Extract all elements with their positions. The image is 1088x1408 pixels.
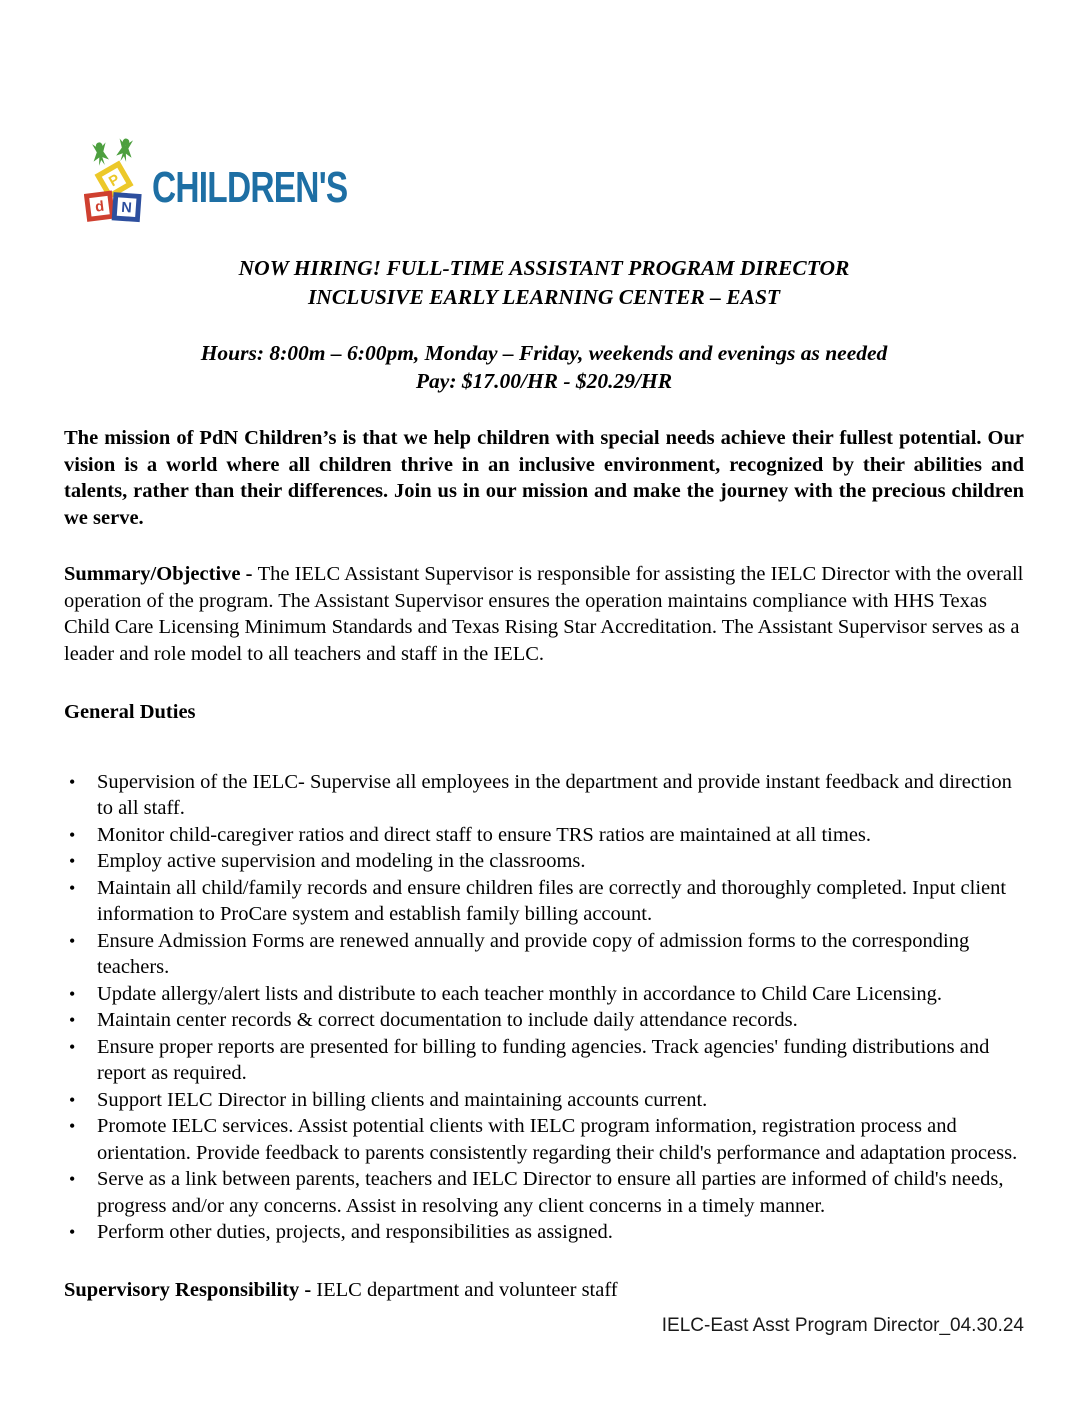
supervisory-paragraph bbox=[64, 1277, 1024, 1304]
svg-text:P: P bbox=[106, 171, 123, 191]
pdn-childrens-logo bbox=[84, 138, 409, 224]
bullet-marker: • bbox=[69, 1169, 76, 1189]
supervisory-text: IELC department and volunteer staff bbox=[316, 1278, 618, 1301]
list-item bbox=[64, 981, 1024, 1008]
list-item bbox=[64, 848, 1024, 875]
list-item bbox=[64, 1219, 1024, 1246]
list-item-text: Maintain all child/family records and ensure children files are correctly and thoroughly completed. Input client information to ProCare system and establish family billing account. bbox=[97, 876, 1007, 925]
list-item bbox=[64, 1113, 1024, 1166]
list-item bbox=[64, 1007, 1024, 1034]
bullet-marker: • bbox=[69, 1222, 76, 1242]
job-title-line-2: INCLUSIVE EARLY LEARNING CENTER – EAST bbox=[307, 285, 781, 309]
bullet-marker: • bbox=[69, 824, 76, 845]
bullet-marker: • bbox=[69, 1116, 76, 1136]
list-item bbox=[64, 769, 1024, 822]
list-item-text: Employ active supervision and modeling in the classrooms. bbox=[97, 850, 586, 872]
logo-brand-text: CHILDREN'S bbox=[152, 163, 348, 212]
title-block bbox=[64, 254, 1024, 395]
list-item-text: Supervision of the IELC- Supervise all employees in the department and provide instant feedback and direction to all staff. bbox=[97, 770, 1012, 819]
job-title-line-1: NOW HIRING! FULL-TIME ASSISTANT PROGRAM DIRECTOR bbox=[238, 256, 850, 280]
logo-row bbox=[84, 0, 1024, 224]
list-item bbox=[64, 1034, 1024, 1087]
bullet-marker: • bbox=[69, 851, 76, 871]
document-footer: IELC-East Asst Program Director_04.30.24 bbox=[661, 1315, 1024, 1336]
hours-line: Hours: 8:00m – 6:00pm, Monday – Friday, weekends and evenings as needed bbox=[200, 341, 888, 365]
supervisory-label: Supervisory Responsibility - bbox=[64, 1278, 317, 1301]
list-item-text: Ensure Admission Forms are renewed annually and provide copy of admission forms to the corresponding teachers. bbox=[97, 929, 970, 978]
list-item-text: Maintain center records & correct documentation to include daily attendance records. bbox=[97, 1009, 798, 1031]
list-item bbox=[64, 875, 1024, 928]
list-item bbox=[64, 1166, 1024, 1219]
pay-line: Pay: $17.00/HR - $20.29/HR bbox=[415, 369, 673, 393]
svg-text:d: d bbox=[94, 198, 105, 216]
list-item bbox=[64, 822, 1024, 849]
summary-text: The IELC Assistant Supervisor is responsible for assisting the IELC Director with the overall operation of the program. The Assistant Supervisor ensures the operation maintains compliance with HHS Texas Child Care Licensing Minimum Standards and Texas Rising Star Accreditation. The Assistant Supervisor serves as a leader and role model to all teachers and staff in the IELC. bbox=[64, 563, 1024, 665]
list-item-text: Monitor child-caregiver ratios and direct staff to ensure TRS ratios are maintained at all times. bbox=[97, 823, 872, 846]
bullet-marker: • bbox=[69, 1010, 76, 1030]
list-item bbox=[64, 928, 1024, 981]
general-duties-list bbox=[64, 769, 1024, 1246]
list-item-text: Perform other duties, projects, and responsibilities as assigned. bbox=[97, 1221, 613, 1243]
summary-label: Summary/Objective - bbox=[64, 563, 258, 585]
bullet-marker: • bbox=[69, 983, 76, 1004]
summary-paragraph bbox=[64, 561, 1024, 667]
list-item bbox=[64, 1087, 1024, 1114]
general-duties-heading: General Duties bbox=[64, 701, 196, 723]
bullet-marker: • bbox=[69, 771, 76, 792]
list-item-text: Support IELC Director in billing clients and maintaining accounts current. bbox=[97, 1088, 708, 1111]
bullet-marker: • bbox=[69, 877, 76, 898]
list-item-text: Promote IELC services. Assist potential clients with IELC program information, registration process and orientation. Provide feedback to parents consistently regarding their child's performance and adaptation process. bbox=[97, 1115, 1018, 1164]
list-item-text: Serve as a link between parents, teachers and IELC Director to ensure all parties are informed of child's needs, progress and/or any concerns. Assist in resolving any client concerns in a timely manner. bbox=[97, 1168, 1004, 1217]
bullet-marker: • bbox=[69, 1089, 76, 1110]
bullet-marker: • bbox=[69, 1036, 76, 1057]
list-item-text: Ensure proper reports are presented for billing to funding agencies. Track agencies' funding distributions and report as required. bbox=[97, 1035, 990, 1084]
pdn-blocks-logo-icon bbox=[84, 138, 146, 224]
svg-text:N: N bbox=[120, 199, 133, 217]
bullet-marker: • bbox=[69, 930, 76, 951]
list-item-text: Update allergy/alert lists and distribute to each teacher monthly in accordance to Child Care Licensing. bbox=[97, 982, 942, 1005]
mission-paragraph: The mission of PdN Children’s is that we help children with special needs achieve their fullest potential. Our vision is a world where all children thrive in an inclusive environment, recognized by their abilities and talents, rather than their differences. Join us in our mission and make the journey with the precious children we serve. bbox=[64, 427, 1024, 529]
